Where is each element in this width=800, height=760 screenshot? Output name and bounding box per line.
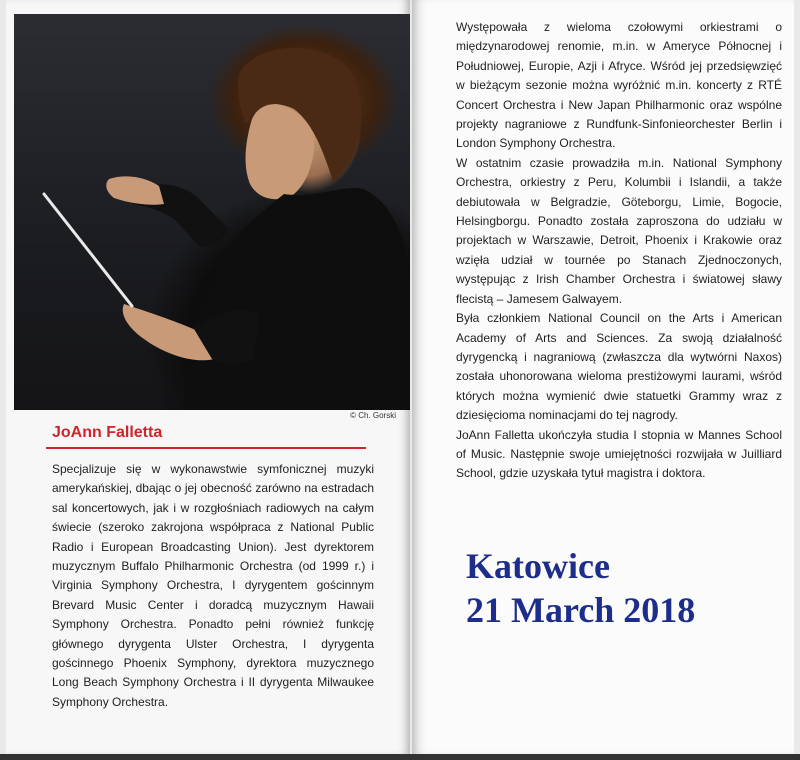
- paragraph: W ostatnim czasie prowadziła m.in. National Symphony Orchestra, orkiestry z Peru, Kolumbii i Islandii, a także debiutowała w Belgradzie, Göteborgu, Limie, Bogocie, Helsingborgu. Ponadto została zaproszona do udziału w projektach w Warszawie, Detroit, Phoenix i Krakowie oraz wzięła udział w tournée po Stanach Zjednoczonych, występując z Irish Chamber Orchestra i światowej sławy flecistą – Jamesem Galwayem.: [456, 155, 782, 306]
- paragraph: Występowała z wieloma czołowymi orkiestrami o międzynarodowej renomie, m.in. w Ameryce Północnej i Południowej, Europie, Azji i Afryce. Wśród jej przedsięwzięć w bieżącym sezonie można wyróżnić m.in. koncerty z RTÉ Concert Orchestra i New Japan Philharmonic oraz wspólne projekty nagraniowe z Rundfunk-Sinfonieorchester Berlin i London Symphony Orchestra.: [456, 20, 782, 151]
- conductor-name: JoAnn Falletta: [52, 424, 163, 441]
- scan-edge: [0, 754, 800, 760]
- conductor-photo: [14, 14, 410, 410]
- right-page: [412, 0, 794, 754]
- paragraph: Była członkiem National Council on the Arts i American Academy of Arts and Sciences. Za swoją działalność dyrygencką i nagraniową (zwłaszcza dla wytwórni Naxos) została uhonorowana wieloma prestiżowymi laurami, wśród których można wymienić dwie statuetki Grammy wraz z dziesięcioma nominacjami do tej nagrody.: [456, 311, 782, 423]
- paragraph: JoAnn Falletta ukończyła studia I stopnia w Mannes School of Music. Następnie swoje umiejętności rozwijała w Juilliard School, gdzie uzyskała tytuł magistra i doktora.: [456, 427, 782, 481]
- biography-text: Specjalizuje się w wykonawstwie symfonicznej muzyki amerykańskiej, dbając o jej obecność zarówno na estradach sal koncertowych, jak i w rozgłośniach radiowych na całym świecie (szeroko zakrojona współpraca z National Public Radio i European Broadcasting Union). Jest dyrektorem muzycznym Buffalo Philharmonic Orchestra (od 1999 r.) i Virginia Symphony Orchestra, I dyrygentem gościnnym Brevard Music Center i doradcą muzycznym Hawaii Symphony Orchestra. Ponadto pełni również funkcję głównego dyrygenta Ulster Orchestra, I dyrygenta gościnnego Phoenix Symphony, dyrektora muzycznego Long Beach Symphony Orchestra i II dyrygenta Milwaukee Symphony Orchestra.: [52, 462, 374, 709]
- event-stamp: [466, 544, 695, 632]
- stamp-date: 21 March 2018: [466, 590, 696, 630]
- conductor-illustration: [14, 14, 410, 410]
- left-page: [6, 0, 410, 754]
- title-underline: [46, 447, 366, 449]
- stamp-city: Katowice: [466, 546, 610, 586]
- biography-continued: [456, 18, 782, 484]
- photo-credit: © Ch. Gorski: [350, 411, 396, 420]
